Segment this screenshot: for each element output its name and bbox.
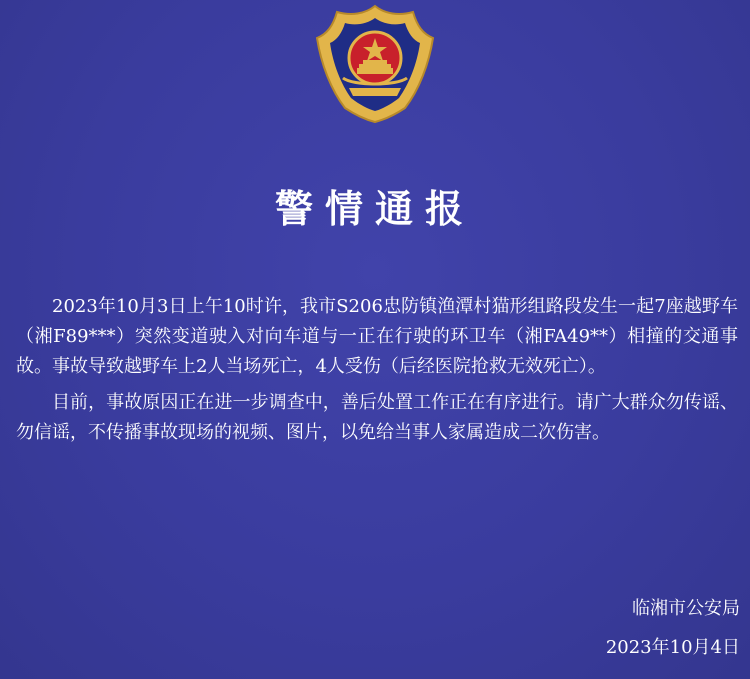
issuer-name: 临湘市公安局 bbox=[632, 598, 740, 619]
notice-paragraph-2: 目前，事故原因正在进一步调查中，善后处置工作正在有序进行。请广大群众勿传谣、勿信谣，不传播事故现场的视频、图片，以免给当事人家属造成二次伤害。 bbox=[16, 392, 738, 443]
notice-body bbox=[16, 292, 738, 448]
notice-paragraph-1: 2023年10月3日上午10时许，我市S206忠防镇渔潭村猫形组路段发生一起7座越野车（湘F89***）突然变道驶入对向车道与一正在行驶的环卫车（湘FA49**）相撞的交通事故。事故导致越野车上2人当场死亡，4人受伤（后经医院抢救无效死亡）。 bbox=[16, 296, 738, 377]
notice-title: 警情通报 bbox=[274, 187, 475, 231]
police-emblem-icon bbox=[313, 4, 437, 124]
issue-date: 2023年10月4日 bbox=[605, 637, 740, 658]
